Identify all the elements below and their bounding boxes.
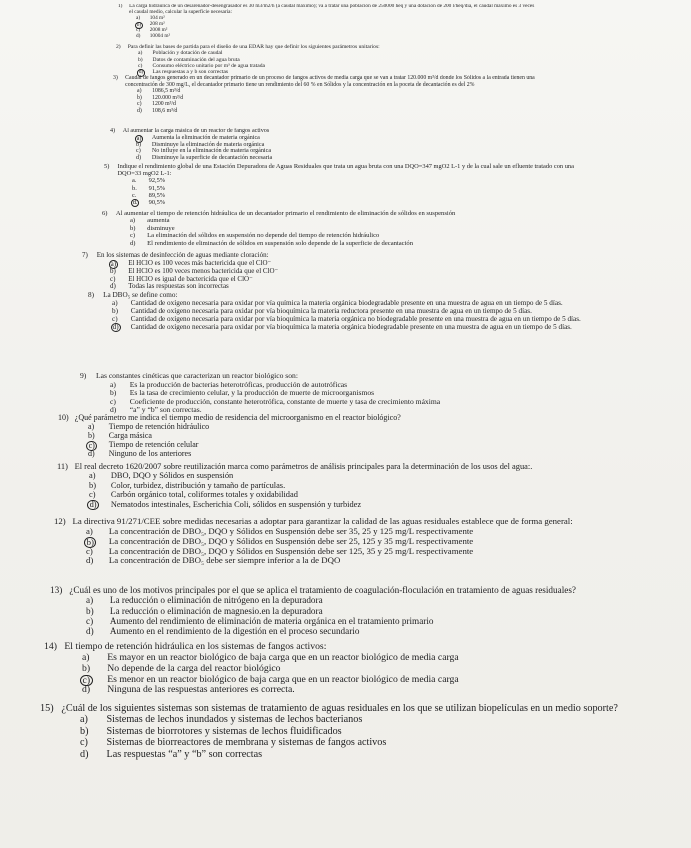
question-number: 4) [110, 128, 116, 134]
answer-text: 10004 m² [149, 32, 171, 39]
question-number: 8) [88, 291, 94, 299]
answer-text: 1200 m³/d [152, 101, 176, 107]
question-text: Indique el rendimiento global de una Estación Depuradora de Aguas Residuales que trata un agua bruta con una DQO=347 mgO2 L-1 y de la cual sale un efluente tratado con una DQO=33 mgO2 L-1: [117, 163, 574, 178]
question-5 [104, 163, 594, 213]
answer-letter: b) [89, 480, 96, 490]
question-text: En los sistemas de desinfección de aguas mediante cloración: [96, 252, 269, 259]
answer-option-d [112, 323, 608, 331]
answer-letter: b) [136, 141, 142, 148]
answer-option-a [86, 595, 650, 605]
answer-option-c [132, 192, 594, 199]
question-text: El tiempo de retención hidráulica en los sistemas de fangos activos: [64, 642, 327, 652]
answer-letter: a) [136, 14, 141, 21]
answer-option-d [136, 34, 538, 40]
answer-letter: b) [86, 605, 94, 616]
answer-text: La concentración de DBO₅, DQO y Sólidos en Suspensión debe ser 25, 125 y 35 mg/L respectivamente [108, 535, 474, 546]
question-11 [57, 462, 625, 522]
question-1 [118, 4, 538, 48]
answer-text: Es la producción de bacterias heterotróficas, producción de autotróficas [129, 379, 348, 389]
answer-letter: d) [136, 155, 142, 162]
answer-text: DBO, DQO y Sólidos en suspensión [110, 471, 234, 481]
question-number: 14) [44, 642, 57, 652]
answer-text: La concentración de DBO₅, DQO y Sólidos en Suspensión debe ser 125, 35 y 25 mg/L respectivamente [108, 545, 474, 556]
circled-answer-letter: d. [132, 198, 138, 206]
answer-option-a [130, 217, 607, 224]
answer-letter: d) [82, 684, 91, 696]
circled-answer-letter: d) [111, 323, 121, 332]
answer-letter: d) [86, 555, 94, 566]
question-text: Las constantes cinéticas que caracterizan un reactor biológico son: [95, 372, 298, 380]
answer-option-a [136, 135, 580, 142]
answer-letter: c) [110, 274, 116, 283]
answer-letter: b) [137, 94, 142, 101]
question-15 [40, 703, 680, 785]
answer-letter: a) [110, 379, 116, 389]
answer-text: Carbón orgánico total, coliformes totales y oxidabilidad [110, 490, 298, 500]
answer-text: 208 m² [149, 20, 165, 27]
answer-text: Disminuye la superficie de decantación necesaria [151, 155, 273, 162]
answer-text: La reducción o eliminación de nitrógeno en la depuradora [109, 595, 323, 606]
answer-text: No influye en la eliminación de materia orgánica [151, 148, 272, 155]
answer-text: 2008 m² [149, 26, 168, 33]
answer-text: Cantidad de oxígeno necesaria para oxidar por vía bioquímica la materia orgánica no biodegradable presente en una muestra de agua en un tiempo de 5 días. [130, 315, 581, 324]
circled-answer-letter: d) [138, 69, 144, 76]
question-number: 13) [50, 585, 63, 595]
answer-letter: c) [138, 62, 143, 69]
answer-letter: d) [88, 448, 95, 458]
answer-option-c [86, 616, 650, 626]
question-12 [54, 517, 639, 584]
answer-text: Sistemas de biorrotores y sistemas de lechos fluidificados [106, 725, 342, 737]
answer-option-d [136, 155, 580, 162]
answer-text: Carga másica [108, 430, 152, 440]
answer-text: La reducción o eliminación de magnesio.en la depuradora [109, 605, 323, 616]
answer-text: Nematodos intestinales, Escherichia Coli, sólidos en suspensión y turbidez [110, 499, 362, 509]
answer-text: Cantidad de oxígeno necesaria para oxidar por vía bioquímica la materia orgánica biodegradable presente en una muestra de agua en un tiempo de 5 días. [130, 323, 572, 332]
question-text: Al aumentar el tiempo de retención hidráulica de un decantador primario el rendimiento de eliminación de sólidos en suspensión [115, 210, 456, 217]
answer-letter: d) [80, 748, 89, 760]
answer-option-c [112, 315, 608, 323]
question-text: La directiva 91/271/CEE sobre medidas necesarias a adoptar para garantizar la calidad de las aguas residuales establece que de forma general: [72, 517, 573, 526]
question-2 [116, 44, 546, 78]
answer-letter: b) [110, 266, 116, 275]
answer-letter: d) [136, 32, 141, 39]
answer-option-d [88, 450, 618, 458]
question-13 [50, 585, 650, 642]
answer-letter: c) [86, 545, 93, 556]
question-number: 12) [54, 517, 66, 526]
answer-text: Es la tasa de crecimiento celular, y la producción de muerte de microorganismos [129, 388, 375, 398]
answer-letter: d) [110, 405, 117, 415]
answer-text: Las respuestas a y b son correctas [152, 69, 229, 76]
answer-text: Todas las respuestas son incorrectas [128, 282, 229, 291]
answer-letter: a) [82, 651, 90, 663]
question-text: Caudal de fangos generado en un decantador primario de un proceso de fangos activos de media carga que se van a tratar 120.000 m³/d donde los Sólidos a la entrada tienen una concentración de 300 mg/L, el decantador primario tiene un rendimiento del 60 % en Sólidos y la concentración en la poceta de decantación es del 2% [125, 75, 535, 88]
answer-letter: b) [80, 725, 89, 737]
answer-option-d [86, 556, 639, 566]
answer-text: 1086,5 m³/d [152, 88, 181, 94]
answer-letter: c) [137, 101, 142, 107]
question-9 [80, 372, 610, 417]
circled-answer-letter: b) [136, 21, 142, 28]
circled-answer-letter: b) [84, 537, 96, 548]
answer-text: 90,5% [148, 198, 166, 206]
question-text: ¿Qué parámetro me indica el tiempo medio de residencia del microorganismo en el reactor biológico? [74, 414, 401, 422]
question-number: 15) [40, 703, 54, 714]
answer-option-c [89, 490, 625, 499]
answer-text: “a” y “b” son correctas. [129, 405, 202, 415]
answer-option-d [130, 240, 607, 247]
answer-letter: c) [80, 737, 88, 749]
answer-text: 120.000 m³/d [152, 94, 184, 101]
answer-text: Las respuestas “a” y “b” son correctas [106, 748, 263, 760]
question-number: 2) [116, 44, 121, 50]
answer-text: Cantidad de oxígeno necesaria para oxidar por vía química la materia orgánica biodegradable presente en una muestra de agua en un tiempo de 5 días. [130, 299, 563, 308]
answer-option-d [132, 199, 594, 206]
answer-option-b [80, 726, 680, 737]
answer-text: 89,5% [148, 191, 166, 199]
answer-option-d [80, 749, 680, 760]
question-text: La carga hidráulica de un desarenador-desengrasador es 30 m3/m2/h (a caudal máximo); va a tratar una población de 250000 heq y una dotación de 200 l/heq/día, el caudal máximo es 3 veces el caudal medio, calcular la superficie necesaria: [129, 4, 535, 15]
answer-text: 92,5% [148, 177, 166, 185]
circled-answer-letter: d) [87, 500, 98, 510]
answer-letter: a) [130, 217, 136, 225]
answer-text: Es menor en un reactor biológico de baja carga que en un reactor biológico de media carga [107, 673, 459, 685]
answer-letter: a) [80, 714, 88, 726]
answer-text: Tiempo de retención hidráulico [108, 421, 210, 431]
question-7 [82, 252, 602, 294]
answer-text: La eliminación del sólidos en suspensión no depende del tiempo de retención hidráulico [147, 232, 380, 240]
answer-letter: a) [86, 595, 94, 606]
question-number: 5) [104, 163, 110, 170]
answer-text: Aumento del rendimiento de eliminación de materia orgánica en el tratamiento primario [109, 615, 434, 626]
answer-letter: a) [86, 525, 93, 536]
question-14 [44, 642, 664, 708]
answer-text: No depende de la carga del reactor biológico [107, 662, 281, 674]
question-number: 1) [118, 4, 123, 9]
answer-letter: b) [88, 430, 95, 440]
answer-letter: c) [110, 396, 116, 406]
answer-text: La concentración de DBO₅ debe ser siempre inferior a la de DQO [108, 555, 341, 566]
answer-letter: a) [137, 88, 142, 94]
answer-option-b [89, 481, 625, 490]
answer-option-c [130, 232, 607, 239]
answer-letter: b) [112, 307, 118, 316]
answer-option-a [132, 177, 594, 184]
question-number: 6) [102, 210, 108, 217]
answer-option-b [86, 606, 650, 616]
answer-option-a [88, 423, 618, 432]
answer-letter: c) [130, 232, 136, 240]
question-4 [110, 128, 580, 166]
answer-option-d [137, 108, 568, 115]
answer-text: Coeficiente de producción, constante heterotrófica, constante de muerte y tasa de crecimiento máxima [129, 396, 441, 406]
answer-option-c [80, 737, 680, 748]
answer-text: El HClO es 100 veces más bactericida que el ClO⁻ [128, 258, 272, 267]
circled-answer-letter: c) [80, 675, 92, 687]
question-text: La DBO₅ se define como: [103, 291, 178, 299]
answer-text: El HClO es igual de bactericida que el ClO⁻ [128, 274, 253, 283]
answer-text: La concentración de DBO₅, DQO y Sólidos en Suspensión debe ser 35, 25 y 125 mg/L respectivamente [108, 525, 474, 536]
question-3 [113, 75, 568, 127]
answer-text: Ninguna de las respuestas anteriores es correcta. [107, 684, 295, 696]
answer-option-a [112, 299, 608, 307]
circled-answer-letter: c) [86, 441, 97, 451]
answer-text: Sistemas de lechos inundados y sistemas de lechos bacterianos [106, 714, 363, 726]
answer-letter: c) [86, 615, 94, 626]
answer-text: Datos de contaminación del agua bruta [152, 56, 240, 63]
question-8 [88, 291, 608, 375]
answer-option-b [132, 185, 594, 192]
answer-text: Color, turbidez, distribución y tamaño de partículas. [110, 480, 286, 490]
answer-option-a [80, 714, 680, 725]
answer-text: Aumento en el rendimiento de la digestión en el proceso secundario [109, 626, 360, 637]
answer-text: 104 m² [149, 14, 165, 21]
answer-letter: a) [89, 471, 96, 481]
answer-letter: d) [137, 107, 142, 114]
question-number: 3) [113, 75, 118, 81]
answer-letter: a) [138, 50, 143, 57]
answer-option-d [82, 685, 664, 696]
answer-letter: c) [136, 148, 141, 155]
answer-letter: c. [132, 191, 137, 199]
answer-option-b [130, 225, 607, 232]
question-number: 9) [80, 372, 87, 380]
answer-letter: d) [86, 626, 94, 637]
answer-letter: b) [130, 224, 136, 232]
answer-text: El HClO es 100 veces menos bactericida que el ClO⁻ [128, 266, 279, 275]
answer-option-b [112, 307, 608, 315]
answer-option-a [89, 471, 625, 480]
answer-text: aumenta [147, 217, 170, 225]
question-text: El real decreto 1620/2007 sobre reutilización marca como parámetros de análisis principales para la determinación de los usos del agua:. [74, 462, 533, 471]
answer-text: Disminuye la eliminación de materia orgánica [151, 141, 265, 148]
answer-text: Sistemas de biorreactores de membrana y sistemas de fangos activos [106, 737, 387, 749]
question-number: 7) [82, 252, 88, 259]
question-10 [58, 414, 618, 458]
answer-option-d [86, 626, 650, 636]
question-number: 11) [57, 462, 68, 471]
answer-letter: b) [110, 388, 117, 398]
answer-letter: a. [132, 177, 137, 185]
answer-letter: c) [112, 315, 118, 324]
answer-text: Ninguno de los anteriores [108, 448, 192, 458]
answer-text: 91,5% [148, 184, 166, 192]
answer-letter: b) [138, 56, 143, 63]
answer-text: 108,6 m³/d [152, 107, 178, 114]
circled-answer-letter: a) [136, 135, 142, 142]
answer-letter: a) [88, 421, 95, 431]
question-text: ¿Cuál es uno de los motivos principales por el que se aplica el tratamiento de coagulación-floculación en tratamiento de aguas residuales? [69, 585, 576, 595]
answer-letter: b) [82, 662, 91, 674]
answer-text: Población y dotación de caudal [152, 50, 223, 57]
question-number: 10) [58, 414, 69, 422]
answer-letter: c) [89, 490, 96, 500]
answer-text: Consumo eléctrico unitario por m³ de agua tratada [152, 62, 265, 69]
answer-letter: c) [136, 26, 141, 33]
question-text: ¿Cuál de los siguientes sistemas son sistemas de tratamiento de aguas residuales en los que se utilizan biopelículas en un medio soporte? [61, 703, 618, 714]
answer-text: Es mayor en un reactor biológico de baja carga que en un reactor biológico de media carga [107, 651, 459, 663]
answer-text: Aumenta la eliminación de materia orgánica [151, 134, 260, 141]
circled-answer-letter: a) [109, 260, 119, 269]
question-6 [102, 210, 607, 254]
answer-letter: d) [110, 282, 116, 291]
answer-letter: b. [132, 184, 137, 192]
answer-letter: d) [130, 239, 136, 247]
question-text: Para definir las bases de partida para el diseño de una EDAR hay que definir los siguientes parámetros unitarios: [127, 44, 380, 50]
question-text: Al aumentar la carga másica de un reactor de fangos activos [122, 128, 270, 134]
answer-text: Tiempo de retención celular [108, 439, 199, 449]
answer-option-d [89, 500, 625, 509]
answer-text: Cantidad de oxígeno necesaria para oxidar por vía bioquímica la materia reductora presente en una muestra de agua en un tiempo de 5 días. [130, 307, 532, 316]
answer-letter: a) [112, 299, 118, 308]
answer-text: El rendimiento de eliminación de sólidos en suspensión solo depende de la superficie de decantación [147, 239, 414, 247]
answer-text: disminuye [147, 224, 175, 232]
